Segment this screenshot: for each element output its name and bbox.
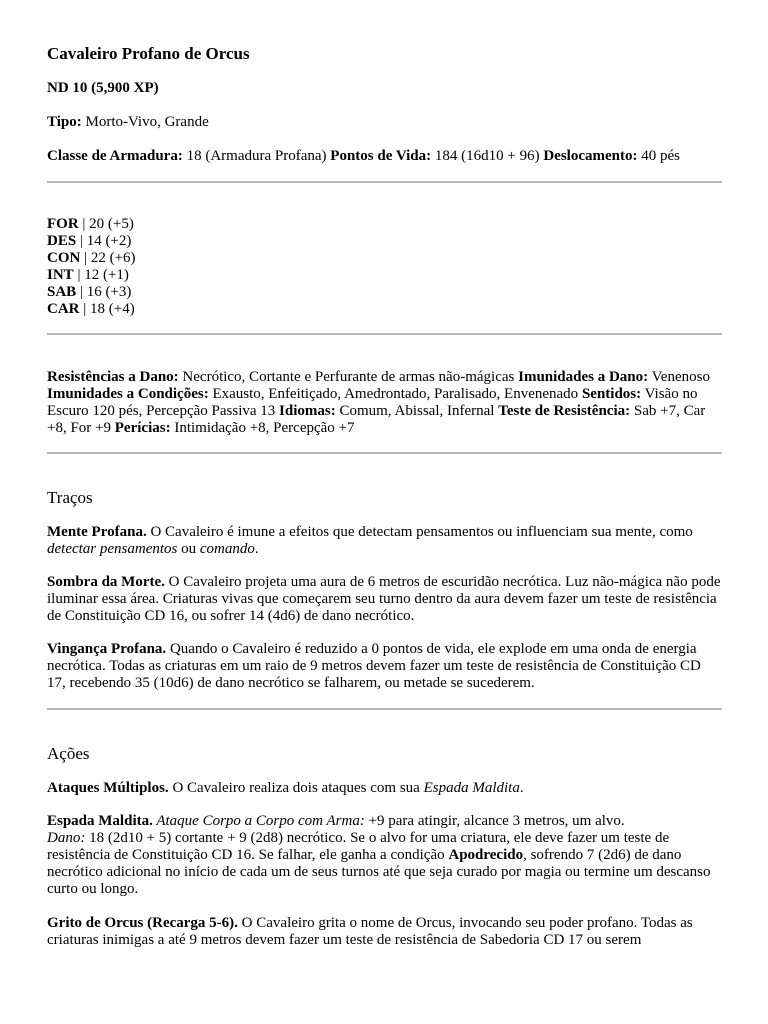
condition-value: Exausto, Enfeitiçado, Amedrontado, Paralisado, Envenenado	[208, 386, 582, 402]
trait-shadow	[47, 574, 722, 625]
action-name: Espada Maldita.	[47, 813, 153, 829]
action-name: Grito de Orcus (Recarga 5-6).	[47, 915, 238, 931]
ability-value: | 18 (+4)	[79, 301, 135, 317]
type-value: Morto-Vivo, Grande	[81, 114, 209, 130]
weapon-name: Espada Maldita	[423, 780, 520, 796]
details-paragraph	[47, 369, 722, 437]
spell-name: detectar pensamentos	[47, 541, 178, 557]
speed-value: 40 pés	[637, 148, 680, 164]
action-text: O Cavaleiro realiza dois ataques com sua	[168, 780, 424, 796]
action-sword	[47, 813, 722, 898]
action-text: O Cavaleiro grita o nome de Orcus, invocando seu poder profano. Todas as criaturas inimigas a até 9 metros devem fazer um teste de resistência de Sabedoria CD 17 ou serem	[47, 915, 693, 948]
trait-name: Sombra da Morte.	[47, 574, 165, 590]
action-text: .	[519, 780, 524, 796]
action-text: 18 (2d10 + 5) cortante + 9 (2d8) necrótico. Se o alvo for uma criatura, ele deve fazer um teste de resistência de Constituição CD 16. Se falhar, ele ganha a condição	[47, 830, 670, 863]
divider	[47, 181, 722, 183]
action-name: Ataques Múltiplos.	[47, 780, 169, 796]
hp-value: 184 (16d10 + 96)	[431, 148, 544, 164]
condition-name: Apodrecido	[448, 847, 524, 863]
senses-label: Sentidos:	[581, 386, 642, 402]
speed-label: Deslocamento:	[543, 148, 638, 164]
challenge-rating	[47, 80, 722, 97]
spell-name: comando	[199, 541, 255, 557]
divider	[47, 708, 722, 710]
action-text: +9 para atingir, alcance 3 metros, um alvo.	[364, 813, 625, 829]
trait-name: Vingança Profana.	[47, 641, 167, 657]
ability-row	[47, 267, 722, 284]
ability-row	[47, 216, 722, 233]
ac-label: Classe de Armadura:	[47, 148, 183, 164]
damage-label: Dano:	[47, 830, 86, 846]
skills-value: Intimidação +8, Percepção +7	[170, 420, 355, 436]
immune-value: Venenoso	[648, 369, 710, 385]
saves-value: Sab +7, Car +8, For +9	[47, 403, 706, 436]
languages-value: Comum, Abissal, Infernal	[335, 403, 499, 419]
skills-label: Perícias:	[114, 420, 171, 436]
resist-value: Necrótico, Cortante e Perfurante de armas não-mágicas	[178, 369, 519, 385]
senses-value: Visão no Escuro 120 pés, Percepção Passiva 13	[47, 386, 698, 419]
creature-type	[47, 114, 722, 131]
divider	[47, 452, 722, 454]
defense-line	[47, 148, 722, 165]
trait-text: Quando o Cavaleiro é reduzido a 0 pontos de vida, ele explode em uma onda de energia necrótica. Todas as criaturas em um raio de 9 metros devem fazer um teste de resistência de Constituição CD 17, recebendo 35 (10d6) de dano necrótico se falharem, ou metade se sucederem.	[47, 641, 701, 691]
action-text: , sofrendo 7 (2d6) de dano necrótico adicional no início de cada um de seus turnos até que seja curado por magia ou termine um descanso curto ou longo.	[47, 847, 711, 897]
action-shout	[47, 915, 722, 949]
hp-label: Pontos de Vida:	[330, 148, 432, 164]
trait-text: O Cavaleiro projeta uma aura de 6 metros de escuridão necrótica. Luz não-mágica não pode iluminar essa área. Criaturas vivas que começarem seu turno dentro da aura devem fazer um teste de resistência de Constituição CD 16, ou sofrer 14 (4d6) de dano necrótico.	[47, 574, 721, 624]
ability-value: | 20 (+5)	[78, 216, 134, 232]
immune-label: Imunidades a Dano:	[518, 369, 649, 385]
ability-value: | 14 (+2)	[76, 233, 132, 249]
trait-text: O Cavaleiro é imune a efeitos que detectam pensamentos ou influenciam sua mente, como	[146, 524, 693, 540]
ability-name: DES	[47, 233, 77, 249]
ability-value: | 12 (+1)	[73, 267, 129, 283]
action-multiattack	[47, 780, 722, 797]
ability-value: | 16 (+3)	[76, 284, 132, 300]
attack-type: Ataque Corpo a Corpo com Arma:	[152, 813, 365, 829]
ability-name: INT	[47, 267, 74, 283]
actions-heading: Ações	[47, 744, 90, 763]
condition-label: Imunidades a Condições:	[47, 386, 209, 402]
trait-text: .	[254, 541, 259, 557]
type-label: Tipo:	[47, 114, 82, 130]
ability-name: CAR	[47, 301, 80, 317]
trait-vengeance	[47, 641, 722, 692]
challenge-text: ND 10 (5,900 XP)	[47, 80, 159, 96]
trait-mind	[47, 524, 722, 558]
traits-heading: Traços	[47, 488, 93, 507]
ability-row	[47, 301, 722, 318]
ability-value: | 22 (+6)	[80, 250, 136, 266]
resist-label: Resistências a Dano:	[47, 369, 179, 385]
ability-row	[47, 250, 722, 267]
ac-value: 18 (Armadura Profana)	[182, 148, 331, 164]
ability-name: CON	[47, 250, 81, 266]
trait-text: ou	[177, 541, 200, 557]
ability-row	[47, 233, 722, 250]
ability-name: SAB	[47, 284, 77, 300]
trait-name: Mente Profana.	[47, 524, 147, 540]
ability-scores	[47, 216, 722, 318]
page-title: Cavaleiro Profano de Orcus	[47, 44, 250, 63]
divider	[47, 333, 722, 335]
saves-label: Teste de Resistência:	[498, 403, 631, 419]
languages-label: Idiomas:	[279, 403, 336, 419]
ability-row	[47, 284, 722, 301]
ability-name: FOR	[47, 216, 79, 232]
